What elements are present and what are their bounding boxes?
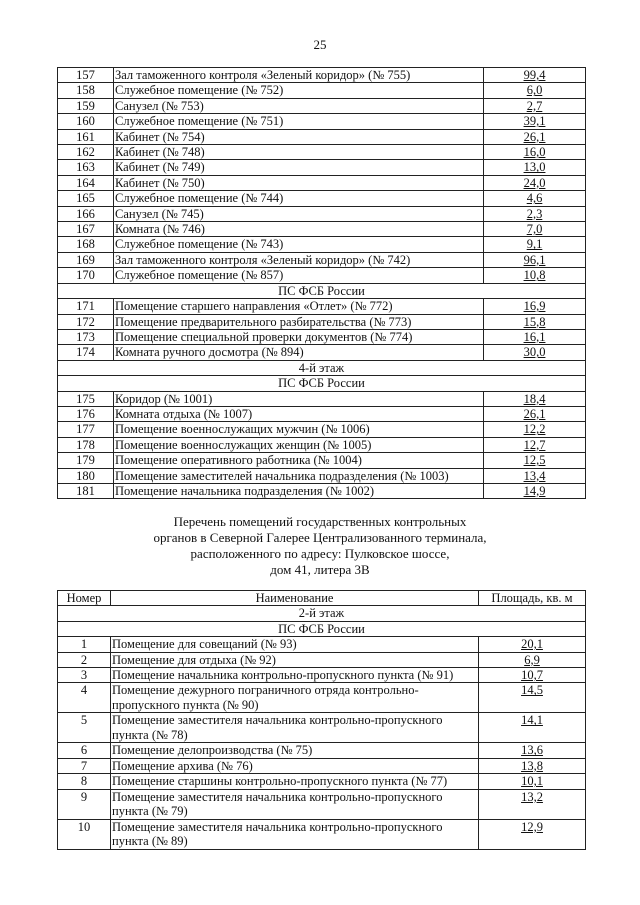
page-number: 25 [313,37,327,52]
section-label: ПС ФСБ России [58,376,586,391]
room-area: 13,6 [479,743,586,758]
section-row [58,283,586,298]
room-name: Помещение старшины контрольно-пропускного пункта (№ 77) [111,774,479,789]
room-number: 163 [58,160,114,175]
room-number: 179 [58,453,114,468]
room-name: Санузел (№ 745) [114,206,484,221]
table-row [58,683,586,713]
room-area: 12,2 [484,422,586,437]
table-row [58,637,586,652]
room-number: 173 [58,329,114,344]
room-number: 161 [58,129,114,144]
room-number: 7 [58,758,111,773]
room-name: Помещение военнослужащих мужчин (№ 1006) [114,422,484,437]
section-label: 4-й этаж [58,360,586,375]
room-number: 158 [58,83,114,98]
room-area: 13,4 [484,468,586,483]
table-row [58,222,586,237]
room-name: Служебное помещение (№ 751) [114,114,484,129]
section-row [58,376,586,391]
table-row [58,206,586,221]
table-row [58,299,586,314]
room-area: 14,5 [479,683,586,713]
room-number: 178 [58,437,114,452]
section-title [0,514,640,578]
room-name: Комната ручного досмотра (№ 894) [114,345,484,360]
table-row [58,268,586,283]
header-name: Наименование [111,591,479,606]
table-row [58,345,586,360]
section-row [58,621,586,636]
room-name: Зал таможенного контроля «Зеленый коридор» (№ 742) [114,252,484,267]
table-row [58,391,586,406]
room-number: 4 [58,683,111,713]
room-name: Комната отдыха (№ 1007) [114,406,484,421]
table-row [58,252,586,267]
title-line: расположенного по адресу: Пулковское шоссе, [190,546,450,561]
room-name: Помещение для совещаний (№ 93) [111,637,479,652]
room-area: 13,8 [479,758,586,773]
room-name: Помещение оперативного работника (№ 1004) [114,453,484,468]
north-gallery-rooms-table [57,590,586,850]
room-number: 2 [58,652,111,667]
room-number: 171 [58,299,114,314]
room-number: 162 [58,145,114,160]
room-number: 175 [58,391,114,406]
table-row [58,145,586,160]
table-row [58,114,586,129]
table-row [58,437,586,452]
room-area: 12,7 [484,437,586,452]
room-number: 172 [58,314,114,329]
room-number: 165 [58,191,114,206]
room-name: Кабинет (№ 749) [114,160,484,175]
room-name: Служебное помещение (№ 743) [114,237,484,252]
title-line: дом 41, литера 3В [270,562,370,577]
room-area: 10,8 [484,268,586,283]
room-number: 168 [58,237,114,252]
table-row [58,314,586,329]
room-area: 24,0 [484,175,586,190]
table-row [58,160,586,175]
room-area: 14,1 [479,713,586,743]
table-row [58,191,586,206]
room-number: 180 [58,468,114,483]
room-name: Помещение делопроизводства (№ 75) [111,743,479,758]
room-area: 16,0 [484,145,586,160]
table-row [58,789,586,819]
title-line: Перечень помещений государственных контрольных [173,514,467,529]
room-area: 2,7 [484,98,586,113]
section-label: ПС ФСБ России [58,283,586,298]
room-name: Кабинет (№ 750) [114,175,484,190]
room-name: Кабинет (№ 754) [114,129,484,144]
table-header-row [58,591,586,606]
room-number: 170 [58,268,114,283]
table-row [58,406,586,421]
header-number: Номер [58,591,111,606]
room-name: Санузел (№ 753) [114,98,484,113]
room-name: Кабинет (№ 748) [114,145,484,160]
room-name: Помещение заместителя начальника контрольно-пропускного пункта (№ 79) [111,789,479,819]
room-number: 167 [58,222,114,237]
room-area: 2,3 [484,206,586,221]
room-area: 18,4 [484,391,586,406]
table-row [58,483,586,498]
table-row [58,237,586,252]
table-row [58,819,586,849]
table-row [58,175,586,190]
room-number: 169 [58,252,114,267]
room-number: 174 [58,345,114,360]
table-row [58,422,586,437]
table-row [58,743,586,758]
table-row [58,468,586,483]
room-area: 30,0 [484,345,586,360]
table-row [58,329,586,344]
room-area: 26,1 [484,129,586,144]
section-label: 2-й этаж [58,606,586,621]
room-name: Служебное помещение (№ 744) [114,191,484,206]
room-number: 164 [58,175,114,190]
section-row [58,606,586,621]
room-area: 12,9 [479,819,586,849]
room-number: 1 [58,637,111,652]
table-row [58,774,586,789]
room-number: 181 [58,483,114,498]
table-row [58,68,586,83]
table-row [58,758,586,773]
rooms-table-body [58,606,586,849]
header-area: Площадь, кв. м [479,591,586,606]
room-number: 177 [58,422,114,437]
room-name: Помещение заместителя начальника контрольно-пропускного пункта (№ 78) [111,713,479,743]
room-number: 157 [58,68,114,83]
room-area: 26,1 [484,406,586,421]
room-name: Коридор (№ 1001) [114,391,484,406]
table-row [58,453,586,468]
room-name: Помещение заместителя начальника контрольно-пропускного пункта (№ 89) [111,819,479,849]
room-name: Помещение дежурного пограничного отряда контрольно-пропускного пункта (№ 90) [111,683,479,713]
rooms-table-continued [57,67,586,499]
room-area: 9,1 [484,237,586,252]
room-area: 14,9 [484,483,586,498]
table-row [58,713,586,743]
table-row [58,668,586,683]
room-name: Помещение начальника подразделения (№ 1002) [114,483,484,498]
room-name: Помещение для отдыха (№ 92) [111,652,479,667]
room-number: 176 [58,406,114,421]
room-name: Служебное помещение (№ 752) [114,83,484,98]
room-name: Служебное помещение (№ 857) [114,268,484,283]
room-number: 166 [58,206,114,221]
room-area: 15,8 [484,314,586,329]
room-area: 99,4 [484,68,586,83]
room-name: Комната (№ 746) [114,222,484,237]
room-number: 6 [58,743,111,758]
room-area: 39,1 [484,114,586,129]
table-row [58,129,586,144]
room-area: 4,6 [484,191,586,206]
room-name: Помещение предварительного разбирательства (№ 773) [114,314,484,329]
room-area: 16,1 [484,329,586,344]
rooms-table-body [58,68,586,499]
room-area: 16,9 [484,299,586,314]
room-area: 6,9 [479,652,586,667]
room-name: Помещение начальника контрольно-пропускного пункта (№ 91) [111,668,479,683]
title-line: органов в Северной Галерее Централизованного терминала, [153,530,487,545]
room-name: Помещение специальной проверки документов (№ 774) [114,329,484,344]
room-name: Помещение военнослужащих женщин (№ 1005) [114,437,484,452]
room-area: 10,7 [479,668,586,683]
room-area: 13,0 [484,160,586,175]
room-number: 160 [58,114,114,129]
section-row [58,360,586,375]
room-name: Помещение архива (№ 76) [111,758,479,773]
room-number: 8 [58,774,111,789]
table-row [58,98,586,113]
table-row [58,83,586,98]
room-number: 9 [58,789,111,819]
room-area: 12,5 [484,453,586,468]
room-number: 5 [58,713,111,743]
room-area: 13,2 [479,789,586,819]
room-area: 10,1 [479,774,586,789]
room-name: Зал таможенного контроля «Зеленый коридор» (№ 755) [114,68,484,83]
table-row [58,652,586,667]
room-number: 159 [58,98,114,113]
room-area: 6,0 [484,83,586,98]
room-number: 10 [58,819,111,849]
room-name: Помещение старшего направления «Отлет» (№ 772) [114,299,484,314]
room-area: 20,1 [479,637,586,652]
room-area: 96,1 [484,252,586,267]
room-name: Помещение заместителей начальника подразделения (№ 1003) [114,468,484,483]
room-number: 3 [58,668,111,683]
room-area: 7,0 [484,222,586,237]
section-label: ПС ФСБ России [58,621,586,636]
